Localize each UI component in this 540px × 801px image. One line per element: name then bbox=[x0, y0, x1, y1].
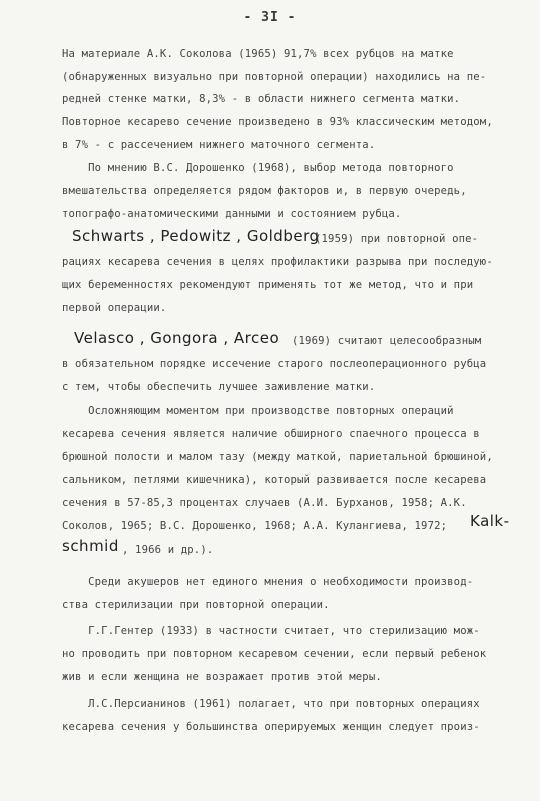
text-line: брюшной полости и малом тазу (между маткой, париетальной брюшиной, bbox=[62, 451, 493, 463]
text-line: редней стенке матки, 8,3% - в области нижнего сегмента матки. bbox=[62, 93, 461, 105]
text-line: Среди акушеров нет единого мнения о необходимости производ- bbox=[62, 576, 474, 588]
handwritten-authors: Schwarts , Pedowitz , Goldberg bbox=[72, 227, 320, 245]
text-line: По мнению В.С. Дорошенко (1968), выбор метода повторного bbox=[62, 162, 454, 174]
text-line: Л.С.Персианинов (1961) полагает, что при повторных операциях bbox=[62, 698, 480, 710]
text-line: топографо-анатомическими данными и состоянием рубца. bbox=[62, 208, 402, 220]
text-line: вмешательства определяется рядом факторов и, в первую очередь, bbox=[62, 185, 467, 197]
text-line: сальником, петлями кишечника), который развивается после кесарева bbox=[62, 474, 487, 486]
page-number: - 3I - bbox=[243, 10, 297, 25]
text-line: ства стерилизации при повторной операции. bbox=[62, 599, 330, 611]
handwritten-author: Kalk- bbox=[470, 512, 510, 530]
text-line: но проводить при повторном кесаревом сечении, если первый ребенок bbox=[62, 648, 487, 660]
text-line: Соколов, 1965; В.С. Дорошенко, 1968; А.А. Кулангиева, 1972; bbox=[62, 520, 448, 532]
text-line: кесарева сечения является наличие обширного спаечного процесса в bbox=[62, 428, 480, 440]
text-line: жив и если женщина не возражает против этой меры. bbox=[62, 671, 382, 683]
handwritten-author: schmid bbox=[62, 537, 119, 555]
text-line: , 1966 и др.). bbox=[122, 544, 214, 556]
text-line: (1959) при повторной опе- bbox=[315, 233, 479, 245]
text-line: щих беременностях рекомендуют применять тот же метод, что и при bbox=[62, 279, 474, 291]
text-line: На материале А.К. Соколова (1965) 91,7% всех рубцов на матке bbox=[62, 48, 454, 60]
text-line: Осложняющим моментом при производстве повторных операций bbox=[62, 405, 454, 417]
text-line: Повторное кесарево сечение произведено в 93% классическим методом, bbox=[62, 116, 493, 128]
text-line: (1969) считают целесообразным bbox=[292, 335, 482, 347]
text-line: первой операции. bbox=[62, 302, 167, 314]
text-line: с тем, чтобы обеспечить лучшее заживление матки. bbox=[62, 381, 376, 393]
text-line: в обязательном порядке иссечение старого послеоперационного рубца bbox=[62, 358, 487, 370]
text-line: (обнаруженных визуально при повторной операции) находились на пе- bbox=[62, 71, 487, 83]
text-line: в 7% - с рассечением нижнего маточного сегмента. bbox=[62, 139, 376, 151]
text-line: сечения в 57-85,3 процентах случаев (А.И. Бурханов, 1958; А.К. bbox=[62, 497, 467, 509]
text-line: кесарева сечения у большинства оперируемых женщин следует произ- bbox=[62, 721, 480, 733]
handwritten-authors: Velasco , Gongora , Arceo bbox=[74, 329, 280, 347]
text-line: Г.Г.Гентер (1933) в частности считает, что стерилизацию мож- bbox=[62, 625, 480, 637]
text-line: рациях кесарева сечения в целях профилактики разрыва при последую- bbox=[62, 256, 493, 268]
